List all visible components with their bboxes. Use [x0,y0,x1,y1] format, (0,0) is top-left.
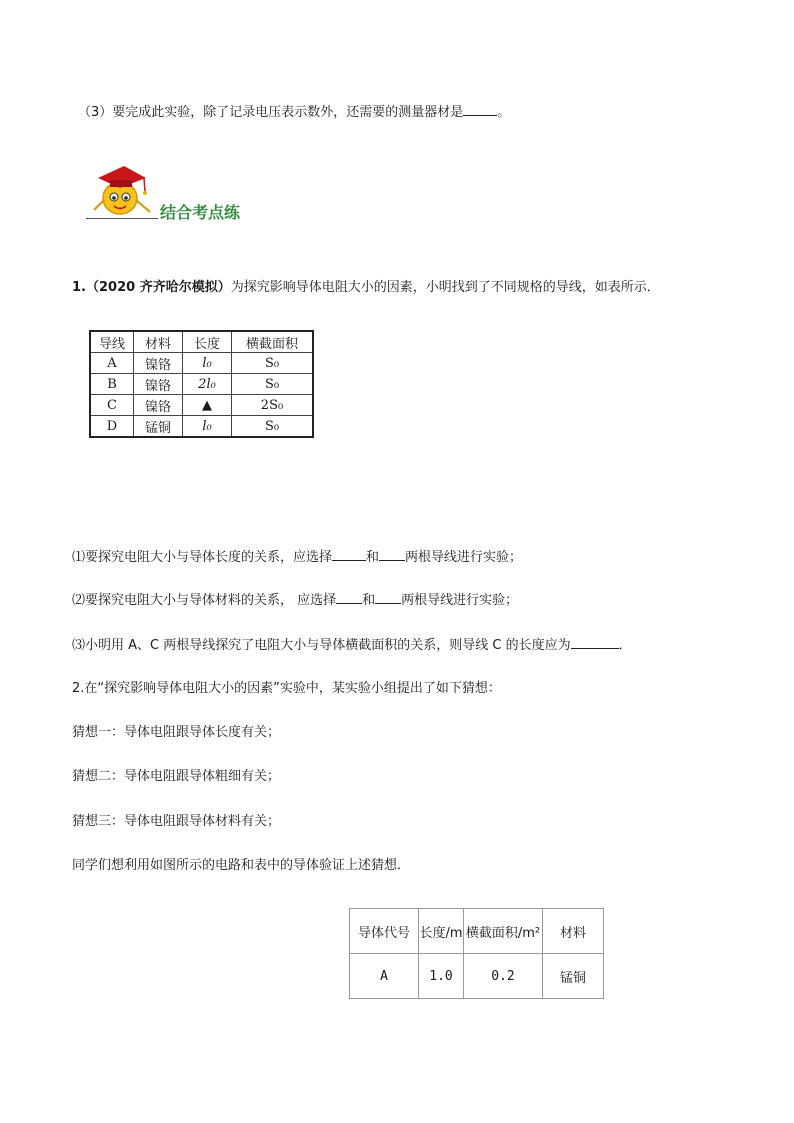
sub-1-text: ⑴要探究电阻大小与导体长度的关系，应选择 [72,550,333,565]
table-header-row [90,331,313,353]
table-cell: 0.2 [464,954,543,999]
heading-rule [86,218,158,219]
question-2-note: 同学们想利用如图所示的电路和表中的导体验证上述猜想． [72,858,411,873]
table-cell: C [90,395,134,416]
graduation-cap-mascot-icon [84,160,158,222]
guess-3: 猜想三：导体电阻跟导体材料有关； [72,814,281,829]
table-cell: 2S₀ [232,395,314,416]
previous-question-3-suffix: 。 [497,105,511,120]
previous-question-3-text: （3）要完成此实验，除了记录电压表示数外，还需要的测量器材是 [78,105,464,120]
table-header-row [350,909,604,954]
table-row [90,395,313,416]
conductor-table [349,908,604,999]
table-row [350,954,604,999]
table-cell: B [90,374,134,395]
table-cell: S₀ [232,374,314,395]
table-header-cell: 导体代号 [350,909,419,954]
table-cell: A [90,353,134,374]
table-cell: A [350,954,419,999]
answer-blank[interactable] [375,591,401,604]
table-cell: 2l₀ [183,374,232,395]
sub-2-and: 和 [362,593,376,608]
table-cell: l₀ [183,416,232,438]
sub-2-tail: 两根导线进行实验； [401,593,519,608]
sub-2-text: ⑵要探究电阻大小与导体材料的关系， 应选择 [72,593,337,608]
table-row [90,374,313,395]
question-1-text: 为探究影响导体电阻大小的因素，小明找到了不同规格的导线，如表所示． [230,280,660,295]
sub-1-tail: 两根导线进行实验； [405,550,523,565]
table-cell: S₀ [232,416,314,438]
table-row [90,416,313,438]
table-cell: 镍铬 [134,353,183,374]
table-cell: 1.0 [419,954,464,999]
table-cell: D [90,416,134,438]
table-header-cell: 横截面积/m² [464,909,543,954]
guess-1: 猜想一：导体电阻跟导体长度有关； [72,725,281,740]
table-header-cell: 长度 [183,331,232,353]
table-cell: ▲ [183,395,232,416]
previous-question-3 [78,103,510,122]
question-1-stem [72,279,660,297]
table-cell: 锰铜 [134,416,183,438]
table-header-cell: 材料 [134,331,183,353]
wire-table [89,330,314,438]
table-cell: 镍铬 [134,395,183,416]
answer-blank[interactable] [336,591,362,604]
table-header-cell: 材料 [543,909,604,954]
answer-blank[interactable] [463,103,497,116]
table-header-cell: 横截面积 [232,331,314,353]
sub-3-text: ⑶小明用 A、C 两根导线探究了电阻大小与导体横截面积的关系，则导线 C 的长度应为 [72,638,571,653]
table-header-cell: 导线 [90,331,134,353]
table-cell: l₀ [183,353,232,374]
answer-blank[interactable] [332,548,366,561]
question-1-source: （2020 齐齐哈尔模拟） [85,280,231,295]
table-cell: 镍铬 [134,374,183,395]
table-row [90,353,313,374]
question-1-sub-3 [72,636,632,655]
question-1-sub-1 [72,548,522,567]
table-header-cell: 长度/m [419,909,464,954]
table-cell: S₀ [232,353,314,374]
question-1-sub-2 [72,591,518,610]
question-2-intro: 2.在“探究影响导体电阻大小的因素”实验中，某实验小组提出了如下猜想： [72,681,501,696]
answer-blank[interactable] [571,636,619,649]
question-1-number: 1. [72,280,86,295]
section-title: 结合考点练 [160,203,241,222]
sub-1-and: 和 [366,550,380,565]
table-cell: 锰铜 [543,954,604,999]
sub-3-tail: ． [618,638,632,653]
answer-blank[interactable] [379,548,405,561]
guess-2: 猜想二：导体电阻跟导体粗细有关； [72,769,281,784]
